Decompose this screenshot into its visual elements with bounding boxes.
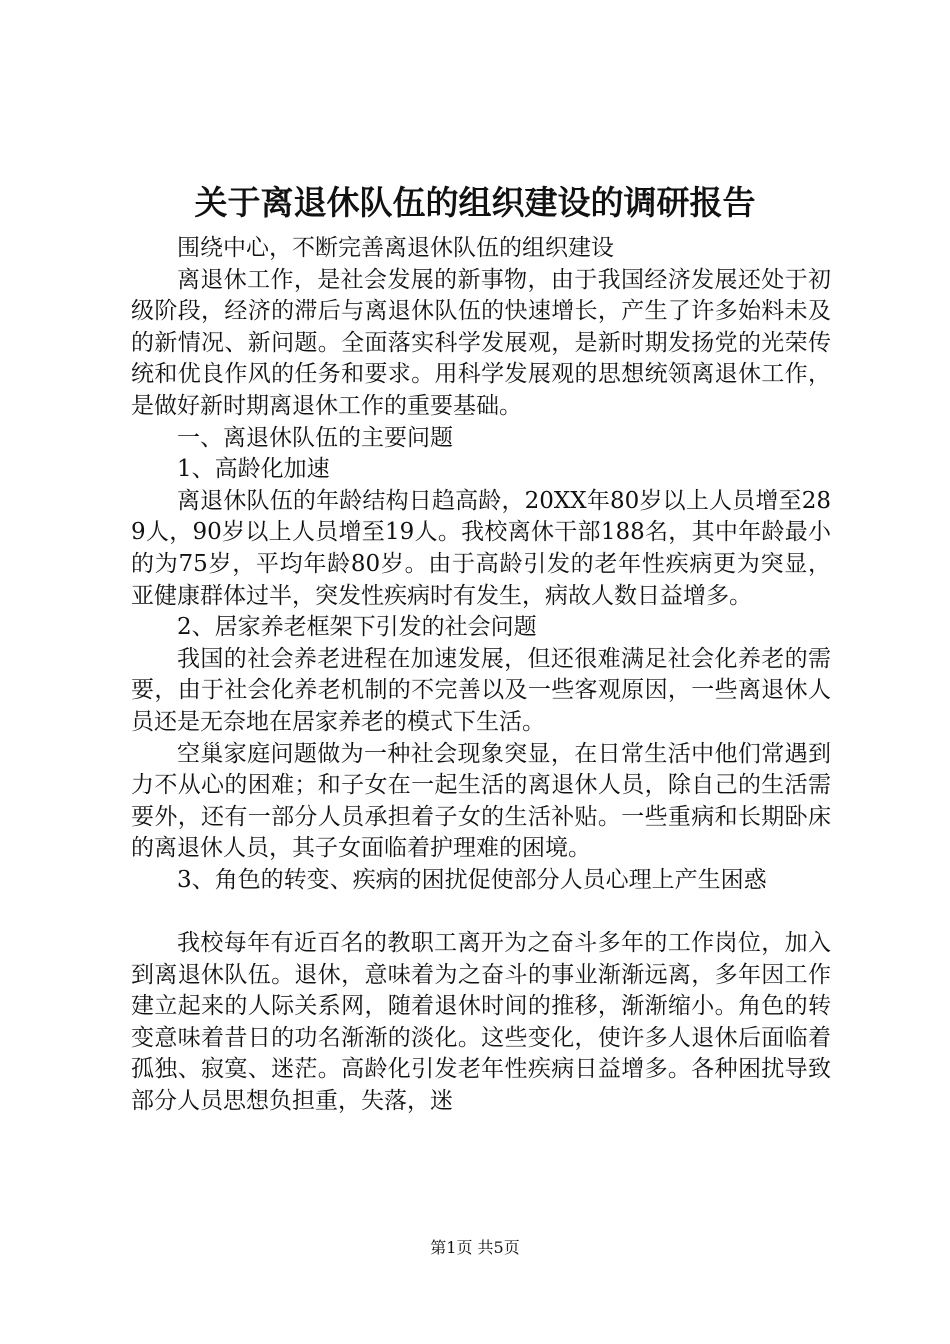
paragraph-role-change: 我校每年有近百名的教职工离开为之奋斗多年的工作岗位，加入到离退休队伍。退休，意味着为之奋斗的事业渐渐远离，多年因工作建立起来的人际关系网，随着退休时间的推移，渐渐缩小。角色的转变意味着昔日的功名渐渐的淡化。这些变化，使许多人退休后面临着孤独、寂寞、迷茫。高龄化引发老年性疾病日益增多。各种困扰导致部分人员思想负担重，失落，迷 xyxy=(131,930,831,1115)
subsection-heading-1: 1、高龄化加速 xyxy=(177,456,330,483)
paragraph-intro: 离退休工作，是社会发展的新事物，由于我国经济发展还处于初级阶段，经济的滞后与离退休队伍的快速增长，产生了许多始料未及的新情况、新问题。全面落实科学发展观，是新时期发扬党的光荣传统和优良作风的任务和要求。用科学发展观的思想统领离退休工作，是做好新时期离退休工作的重要基础。 xyxy=(131,266,831,419)
section-heading-1: 一、离退休队伍的主要问题 xyxy=(177,424,453,451)
subsection-heading-2: 2、居家养老框架下引发的社会问题 xyxy=(177,614,537,641)
subsection-heading-3: 3、角色的转变、疾病的困扰促使部分人员心理上产生困惑 xyxy=(177,866,767,893)
paragraph-aging: 离退休队伍的年龄结构日趋高龄，20XX年80岁以上人员增至289人，90岁以上人员增至19人。我校离休干部188名，其中年龄最小的为75岁，平均年龄80岁。由于高龄引发的老年性疾病更为突显，亚健康群体过半，突发性疾病时有发生，病故人数日益增多。 xyxy=(131,487,831,609)
paragraph-empty-nest: 空巢家庭问题做为一种社会现象突显，在日常生活中他们常遇到力不从心的困难；和子女在一起生活的离退休人员，除自己的生活需要外，还有一部分人员承担着子女的生活补贴。一些重病和长期卧床的离退休人员，其子女面临着护理难的困境。 xyxy=(131,740,831,862)
paragraph-home-care: 我国的社会养老进程在加速发展，但还很难满足社会化养老的需要，由于社会化养老机制的不完善以及一些客观原因，一些离退休人员还是无奈地在居家养老的模式下生活。 xyxy=(131,645,831,735)
page-footer: 第1页 共5页 xyxy=(430,1238,520,1257)
document-title: 关于离退休队伍的组织建设的调研报告 xyxy=(194,183,756,222)
paragraph-subtitle: 围绕中心，不断完善离退休队伍的组织建设 xyxy=(177,235,614,261)
document-body xyxy=(131,233,831,1118)
